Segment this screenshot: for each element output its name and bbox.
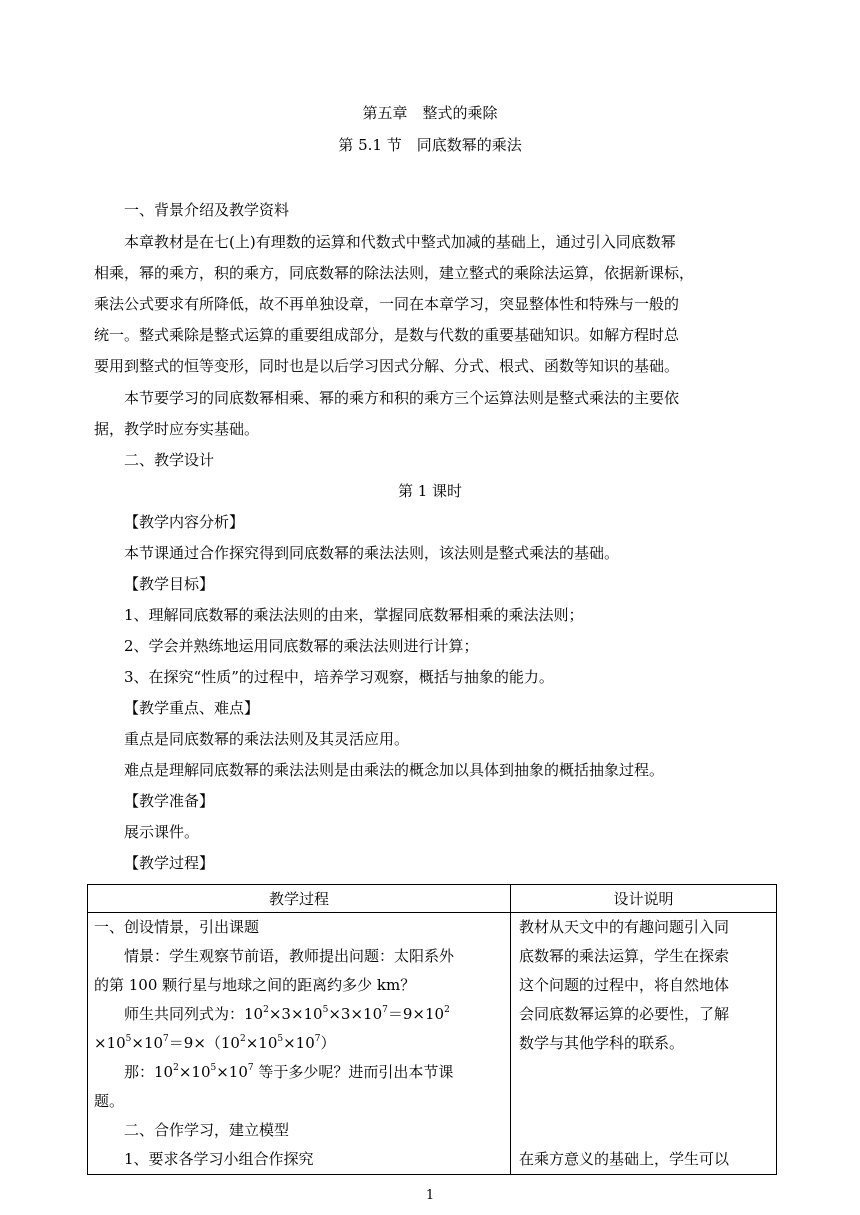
content-analysis-heading: 【教学内容分析】	[124, 513, 245, 531]
question-line: 题。	[94, 1092, 125, 1110]
step2-title: 二、合作学习，建立模型	[124, 1121, 290, 1139]
note-line: 教材从天文中的有趣问题引入同	[519, 918, 730, 936]
para2-line: 据，教学时应夯实基础。	[94, 420, 260, 438]
goal-item: 2、学会并熟练地运用同底数幂的乘法法则进行计算；	[124, 637, 479, 655]
key-point: 重点是同底数幂的乘法法则及其灵活应用。	[124, 730, 410, 748]
note-line: 会同底数幂运算的必要性，了解	[519, 1005, 730, 1023]
question-line: 那：$10^2\times 10^5\times 10^7$ 等于多少呢？进而引出本节课	[124, 1063, 454, 1081]
table-header-notes: 设计说明	[511, 885, 777, 913]
para1-line: 相乘，幂的乘方，积的乘方，同底数幂的除法法则，建立整式的乘除法运算，依据新课标，	[94, 264, 695, 282]
note-line: 这个问题的过程中，将自然地体	[519, 976, 730, 994]
scenario-line: 情景：学生观察节前语，教师提出问题：太阳系外	[124, 947, 455, 965]
chapter-title: 第五章 整式的乘除	[362, 104, 498, 122]
scenario-line: 的第 100 颗行星与地球之间的距离约多少 km？	[94, 976, 416, 994]
para2-line: 本节要学习的同底数幂相乘、幂的乘方和积的乘方三个运算法则是整式乘法的主要依	[124, 389, 680, 407]
part1-heading: 一、背景介绍及教学资料	[124, 201, 290, 219]
note-line: 在乘方意义的基础上，学生可以	[519, 1150, 730, 1168]
part2-heading: 二、教学设计	[124, 451, 215, 469]
page-number: 1	[425, 1188, 435, 1203]
para1-line: 乘法公式要求有所降低，故不再单独设章，一同在本章学习，突显整体性和特殊与一般的	[94, 295, 680, 313]
prep-text: 展示课件。	[124, 823, 200, 841]
note-spacer	[511, 1087, 776, 1116]
equation-line: $\times 10^5\times 10^7=9\times(10^2\times 10^5\times 10^7)$	[94, 1034, 336, 1052]
goal-item: 3、在探究“性质”的过程中，培养学习观察，概括与抽象的能力。	[124, 668, 554, 686]
process-heading: 【教学过程】	[124, 854, 215, 872]
key-points-heading: 【教学重点、难点】	[124, 699, 260, 717]
difficult-point: 难点是理解同底数幂的乘法法则是由乘法的概念加以具体到抽象的概括抽象过程。	[124, 761, 665, 779]
step1-title: 一、创设情景，引出课题	[94, 918, 260, 936]
process-cell	[88, 913, 511, 1175]
notes-cell	[511, 913, 777, 1175]
process-table	[87, 884, 777, 1175]
goal-item: 1、理解同底数幂的乘法法则的由来，掌握同底数幂相乘的乘法法则；	[124, 606, 584, 624]
note-line: 数学与其他学科的联系。	[519, 1034, 685, 1052]
lesson-title: 第 1 课时	[397, 482, 463, 500]
note-spacer	[511, 1058, 776, 1087]
section-title: 第 5.1 节 同底数幂的乘法	[338, 136, 522, 154]
table-header-process: 教学过程	[88, 885, 511, 913]
para1-line: 统一。整式乘除是整式运算的重要组成部分，是数与代数的重要基础知识。如解方程时总	[94, 326, 680, 344]
step2-item: 1、要求各学习小组合作探究	[124, 1150, 314, 1168]
goals-heading: 【教学目标】	[124, 575, 215, 593]
para1-line: 本章教材是在七(上)有理数的运算和代数式中整式加减的基础上，通过引入同底数幂	[124, 233, 676, 251]
prep-heading: 【教学准备】	[124, 792, 215, 810]
content-analysis-text: 本节课通过合作探究得到同底数幂的乘法法则，该法则是整式乘法的基础。	[124, 544, 620, 562]
para1-line: 要用到整式的恒等变形，同时也是以后学习因式分解、分式、根式、函数等知识的基础。	[94, 357, 680, 375]
note-line: 底数幂的乘法运算，学生在探索	[519, 947, 730, 965]
equation-line: 师生共同列式为：$10^2\times 3\times 10^5\times 3\times 10^7=9\times 10^2$	[124, 1005, 450, 1023]
note-spacer	[511, 1116, 776, 1145]
